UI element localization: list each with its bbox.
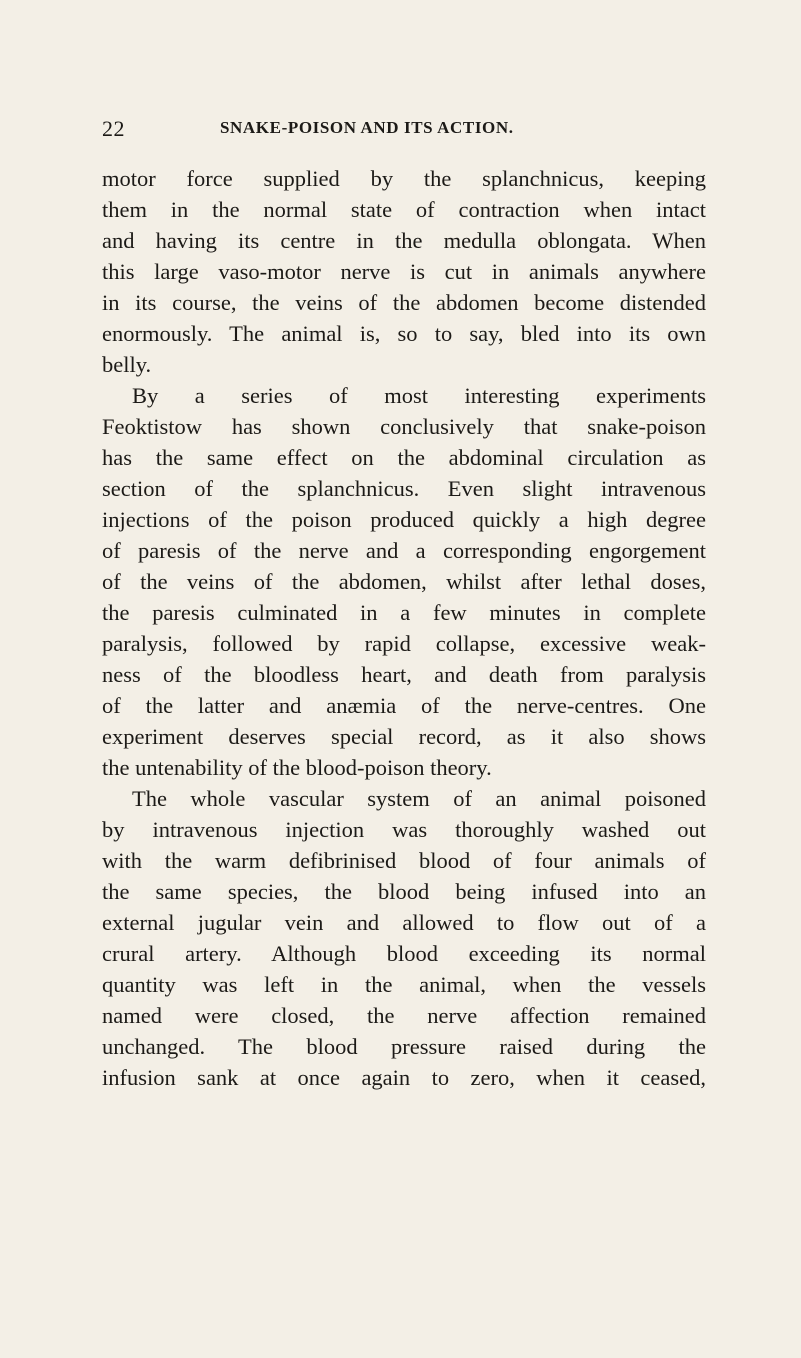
text-line: paralysis, followed by rapid collapse, excessive weak- [102,631,706,656]
text-line: section of the splanchnicus. Even slight intravenous [102,476,706,501]
text-line: motor force supplied by the splanchnicus, keeping [102,166,706,191]
text-line: and having its centre in the medulla oblongata. When [102,228,706,253]
text-line: named were closed, the nerve affection remained [102,1003,706,1028]
text-line: of the latter and anæmia of the nerve-centres. One [102,693,706,718]
text-line: unchanged. The blood pressure raised during the [102,1034,706,1059]
text-line: of paresis of the nerve and a corresponding engorgement [102,538,706,563]
text-line: Feoktistow has shown conclusively that snake-poison [102,414,706,439]
text-line: injections of the poison produced quickly a high degree [102,507,706,532]
text-line: them in the normal state of contraction when intact [102,197,706,222]
running-title: SNAKE-POISON AND ITS ACTION. [220,118,514,137]
text-line: By a series of most interesting experiments [132,383,706,408]
text-line: with the warm defibrinised blood of four animals of [102,848,706,873]
text-line: the same species, the blood being infused into an [102,879,706,904]
text-line: enormously. The animal is, so to say, bled into its own [102,321,706,346]
text-line: by intravenous injection was thoroughly washed out [102,817,706,842]
text-line: belly. [102,352,152,377]
text-line: this large vaso-motor nerve is cut in animals anywhere [102,259,706,284]
text-line: experiment deserves special record, as it also shows [102,724,706,749]
text-line: external jugular vein and allowed to flow out of a [102,910,706,935]
running-head [102,116,705,140]
text-line: crural artery. Although blood exceeding its normal [102,941,706,966]
body-text [102,163,706,1093]
text-line: has the same effect on the abdominal circulation as [102,445,706,470]
text-line: ness of the bloodless heart, and death from paralysis [102,662,706,687]
text-line: the untenability of the blood-poison theory. [102,755,492,780]
text-line: infusion sank at once again to zero, when it ceased, [102,1065,706,1090]
text-line: The whole vascular system of an animal poisoned [132,786,706,811]
text-line: of the veins of the abdomen, whilst after lethal doses, [102,569,706,594]
text-line: in its course, the veins of the abdomen become distended [102,290,706,315]
text-line: the paresis culminated in a few minutes in complete [102,600,706,625]
page-number: 22 [102,116,125,141]
text-line: quantity was left in the animal, when the vessels [102,972,706,997]
